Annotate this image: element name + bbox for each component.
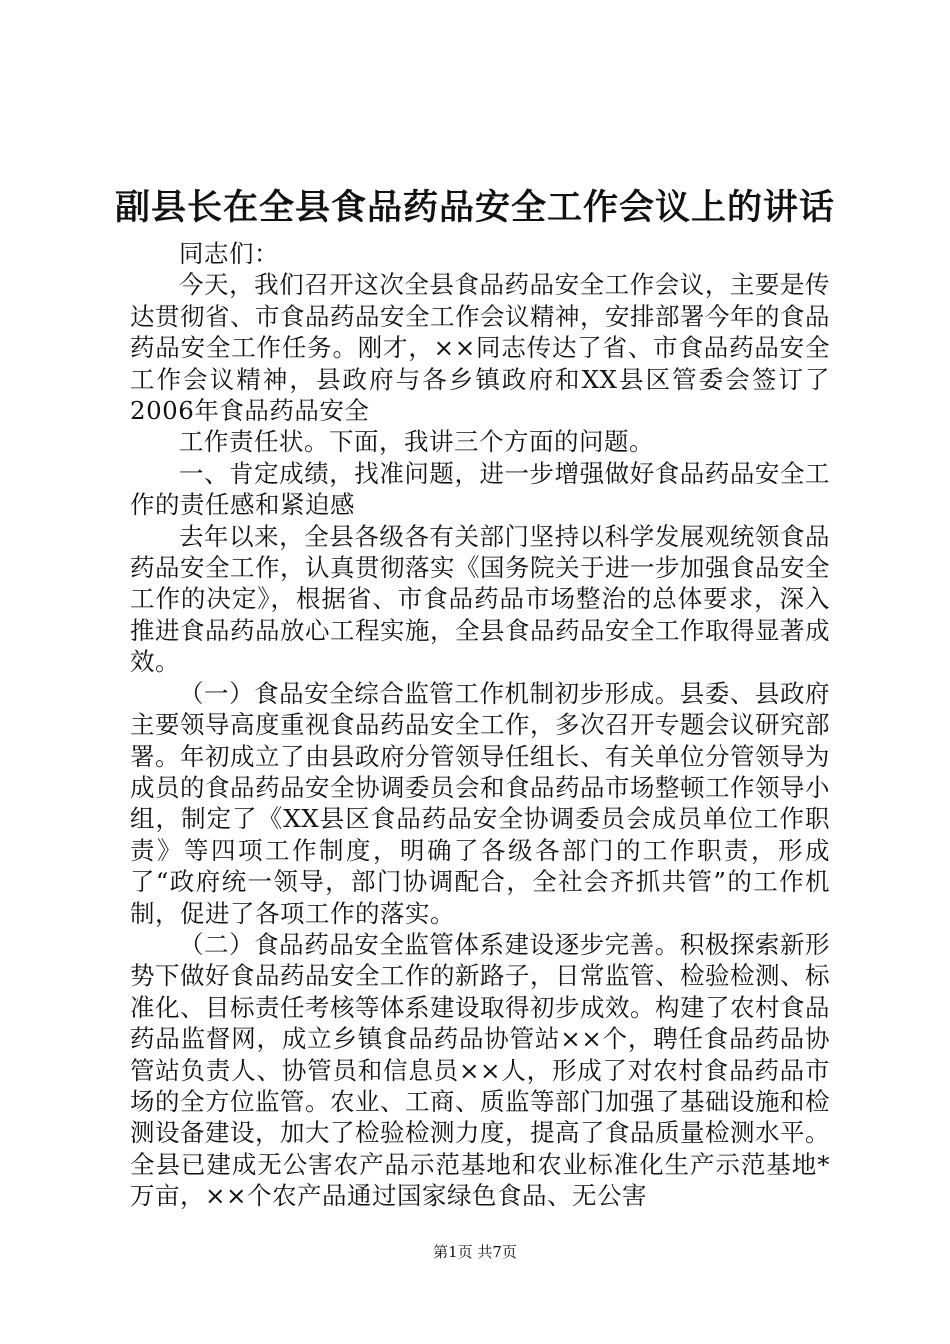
section-heading: 一、肯定成绩，找准问题，进一步增强做好食品药品安全工作的责任感和紧迫感 — [130, 458, 830, 520]
document-body — [130, 238, 830, 1212]
body-paragraph: 去年以来，全县各级各有关部门坚持以科学发展观统领食品药品安全工作，认真贯彻落实《国务院关于进一步加强食品安全工作的决定》，根据省、市食品药品市场整治的总体要求，深入推进食品药品放心工程实施，全县食品药品安全工作取得显著成效。 — [130, 521, 830, 677]
document-title: 副县长在全县食品药品安全工作会议上的讲话 — [114, 188, 835, 228]
body-paragraph: （一）食品安全综合监管工作机制初步形成。县委、县政府主要领导高度重视食品药品安全工作，多次召开专题会议研究部署。年初成立了由县政府分管领导任组长、有关单位分管领导为成员的食品药品安全协调委员会和食品药品市场整顿工作领导小组，制定了《XX县区食品药品安全协调委员会成员单位工作职责》等四项工作制度，明确了各级各部门的工作职责，形成了“政府统一领导，部门协调配合，全社会齐抓共管”的工作机制，促进了各项工作的落实。 — [130, 678, 830, 928]
body-paragraph: （二）食品药品安全监管体系建设逐步完善。积极探索新形势下做好食品药品安全工作的新路子，日常监管、检验检测、标准化、目标责任考核等体系建设取得初步成效。构建了农村食品药品监督网，成立乡镇食品药品协管站××个，聘任食品药品协管站负责人、协管员和信息员××人，形成了对农村食品药品市场的全方位监管。农业、工商、质监等部门加强了基础设施和检测设备建设，加大了检验检测力度，提高了食品质量检测水平。全县已建成无公害农产品示范基地和农业标准化生产示范基地*万亩，××个农产品通过国家绿色食品、无公害 — [130, 929, 830, 1211]
body-paragraph: 今天，我们召开这次全县食品药品安全工作会议，主要是传达贯彻省、市食品药品安全工作会议精神，安排部署今年的食品药品安全工作任务。刚才，××同志传达了省、市食品药品安全工作会议精神，县政府与各乡镇政府和XX县区管委会签订了2006年食品药品安全 — [130, 270, 830, 426]
salutation-paragraph: 同志们： — [179, 239, 279, 268]
body-paragraph: 工作责任状。下面，我讲三个方面的问题。 — [179, 427, 654, 457]
page-number-footer: 第1页 共7页 — [433, 1243, 517, 1261]
